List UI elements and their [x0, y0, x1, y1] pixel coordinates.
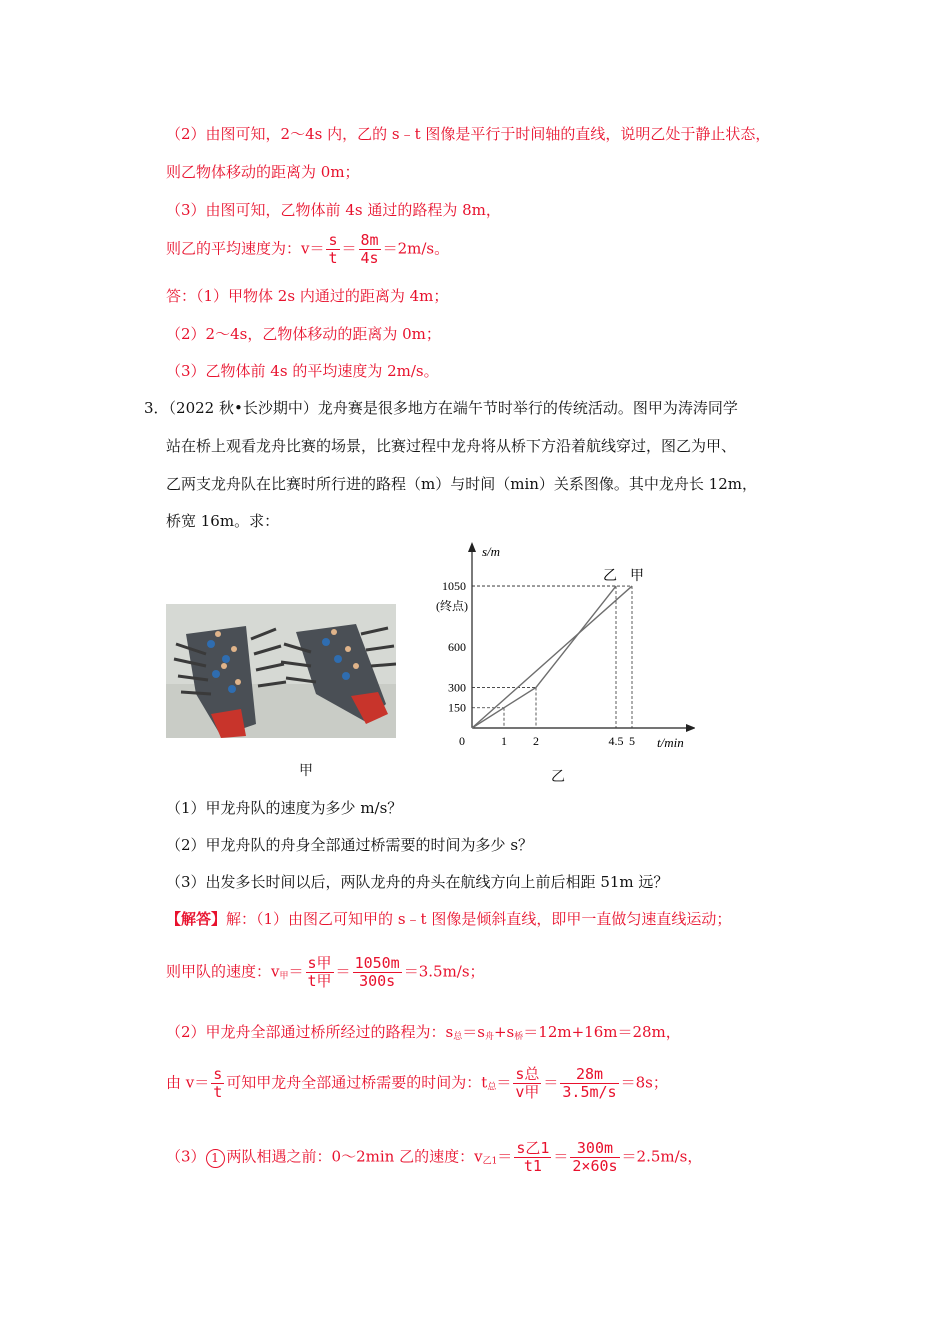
text: ＝s	[462, 1023, 485, 1041]
text: ＝8s；	[620, 1073, 668, 1092]
text: ＝12m+16m＝28m，	[523, 1023, 681, 1041]
sub-question-3: （3）出发多长时间以后，两队龙舟的舟头在航线方向上前后相距 51m 远？	[166, 873, 669, 891]
answer-line: （2）2～4s，乙物体移动的距离为 0m；	[166, 325, 441, 343]
subscript: 总	[487, 1082, 497, 1093]
series-line-jia	[472, 586, 632, 728]
x-tick-label: 2	[533, 734, 539, 748]
circled-number: 1	[206, 1149, 225, 1168]
numerator: 8m	[360, 231, 379, 249]
denominator: v甲	[515, 1083, 540, 1101]
y-tick-label: 1050	[442, 579, 466, 594]
numerator: s	[213, 1065, 223, 1083]
st-graph	[425, 540, 695, 770]
x-tick-label: 4.5	[608, 734, 624, 748]
text: 由 v＝	[166, 1073, 210, 1092]
solution-line-formula	[166, 1066, 668, 1101]
question-paragraph: 站在桥上观看龙舟比赛的场景，比赛过程中龙舟将从桥下方沿着航线穿过，图乙为甲、	[166, 437, 737, 455]
solution-line	[166, 1022, 681, 1047]
denominator: t	[328, 249, 338, 267]
x-axis-label: t/min	[657, 735, 684, 750]
fraction	[326, 232, 339, 267]
sub-question-2: （2）甲龙舟队的舟身全部通过桥需要的时间为多少 s？	[166, 836, 534, 854]
text: 解：（1）由图乙可知甲的 s﹣t 图像是倾斜直线，即甲一直做匀速直线运动；	[226, 910, 732, 928]
text: ＝	[288, 962, 304, 981]
solution-line-formula	[166, 955, 485, 990]
answer-line: （3）由图可知，乙物体前 4s 通过的路程为 8m，	[166, 201, 501, 219]
text: 可知甲龙舟全部通过桥需要的时间为：t	[226, 1073, 488, 1092]
text: ＝	[553, 1147, 569, 1166]
x-tick-label: 5	[629, 734, 635, 748]
denominator: 4s	[360, 249, 379, 267]
text: （2）甲龙舟全部通过桥所经过的路程为：s	[166, 1023, 454, 1041]
solution-tag: 【解答】	[166, 910, 227, 928]
text: 则乙的平均速度为：v＝	[166, 239, 325, 258]
question-paragraph: （2022 秋•长沙期中）龙舟赛是很多地方在端午节时举行的传统活动。图甲为涛涛同学	[168, 399, 738, 417]
answer-line: （2）由图可知，2～4s 内，乙的 s﹣t 图像是平行于时间轴的直线，说明乙处于静止状态，	[166, 125, 771, 143]
numerator: 300m	[570, 1140, 619, 1158]
question-number: 3．	[144, 399, 169, 417]
answer-line: 答：（1）甲物体 2s 内通过的距离为 4m；	[166, 287, 449, 305]
numerator: s总	[515, 1065, 540, 1083]
numerator: s	[328, 231, 338, 249]
text: （3）	[166, 1147, 206, 1166]
answer-line-formula	[166, 232, 449, 267]
subscript: 甲	[279, 971, 289, 982]
fraction	[211, 1066, 224, 1101]
fraction	[359, 232, 381, 267]
fraction	[513, 1066, 541, 1101]
subscript: 舟	[484, 1032, 494, 1042]
text: 则甲队的速度：v	[166, 962, 280, 981]
y-tick-label: 150	[448, 700, 466, 715]
origin-label: 0	[459, 734, 465, 748]
y-tick-label: 600	[448, 639, 466, 654]
fraction	[570, 1140, 619, 1175]
dragon-boat-illustration	[166, 604, 396, 738]
numerator: s甲	[307, 954, 332, 972]
subscript: 总	[453, 1032, 463, 1042]
text: 两队相遇之前：0～2min 乙的速度：v	[226, 1147, 483, 1166]
x-axis-arrow	[686, 724, 695, 732]
question-paragraph: 桥宽 16m。求：	[166, 512, 280, 530]
fraction	[353, 955, 402, 990]
sub-question-1: （1）甲龙舟队的速度为多少 m/s？	[166, 799, 403, 817]
y-tick-extra-label: (终点)	[436, 599, 468, 614]
y-tick-label: 300	[448, 680, 466, 695]
text: ＝3.5m/s；	[403, 962, 485, 981]
y-axis-label: s/m	[482, 544, 501, 559]
text: ＝	[341, 239, 357, 258]
denominator: 300s	[359, 972, 396, 990]
x-tick-label: 1	[501, 734, 507, 748]
question-paragraph: 乙两支龙舟队在比赛时所行进的路程（m）与时间（min）关系图像。其中龙舟长 12m，	[166, 475, 757, 493]
chart-caption: 乙	[551, 769, 565, 785]
numerator: s乙1	[516, 1139, 550, 1157]
subscript: 桥	[514, 1032, 524, 1042]
numerator: 1050m	[354, 954, 400, 972]
text: ＝	[496, 1073, 512, 1092]
text: ＝	[335, 962, 351, 981]
y-axis-arrow	[468, 542, 476, 552]
solution-line-formula	[166, 1140, 702, 1175]
series-line-yi	[472, 586, 616, 728]
fraction	[306, 955, 334, 990]
text: ＝	[497, 1147, 513, 1166]
series-label: 甲	[630, 569, 644, 585]
text: ＝2.5m/s，	[621, 1147, 703, 1166]
denominator: t	[213, 1083, 223, 1101]
text: ＝	[543, 1073, 559, 1092]
denominator: 3.5m/s	[562, 1083, 617, 1101]
answer-line: （3）乙物体前 4s 的平均速度为 2m/s。	[166, 362, 439, 380]
series-label: 乙	[603, 569, 617, 585]
fraction	[514, 1140, 551, 1175]
text: ＝2m/s。	[382, 239, 450, 258]
answer-line: 则乙物体移动的距离为 0m；	[166, 163, 360, 181]
fraction	[560, 1066, 618, 1101]
denominator: t甲	[307, 972, 332, 990]
text: +s	[493, 1023, 515, 1041]
dragon-boat-photo	[166, 604, 396, 738]
question-text	[144, 398, 738, 418]
denominator: t1	[523, 1157, 542, 1175]
photo-caption: 甲	[299, 763, 313, 779]
subscript: 乙1	[482, 1156, 498, 1167]
solution-line	[166, 909, 731, 929]
denominator: 2×60s	[572, 1157, 618, 1175]
numerator: 28m	[560, 1066, 618, 1084]
